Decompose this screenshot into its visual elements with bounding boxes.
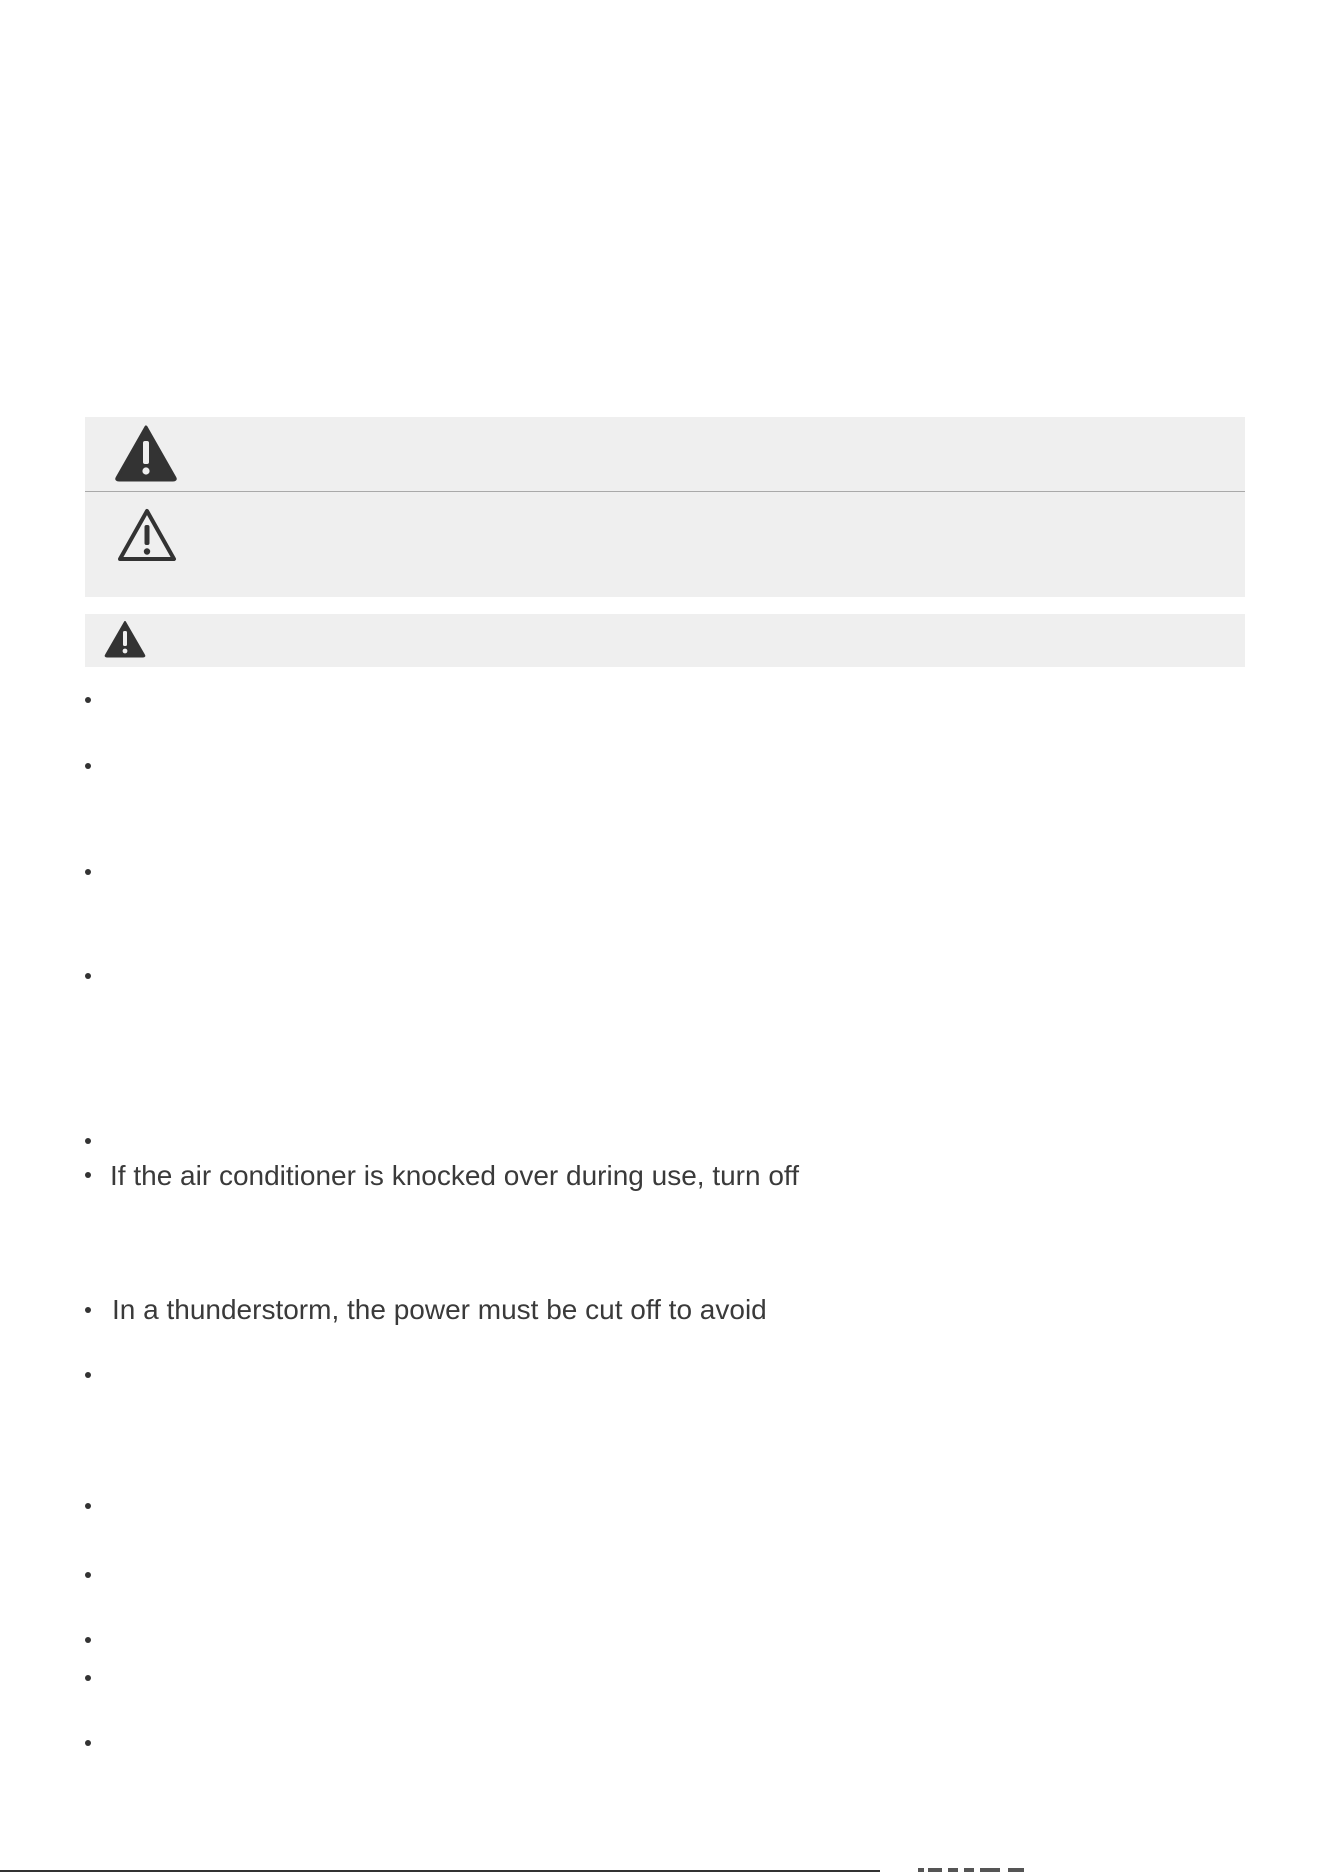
- list-item-text: If the air conditioner is knocked over during use, turn off: [110, 1160, 799, 1191]
- list-bullet: [85, 1675, 91, 1681]
- list-bullet: [85, 1172, 91, 1178]
- list-bullet: [85, 869, 91, 875]
- list-bullet: [85, 1572, 91, 1578]
- warning-header-bar: [85, 614, 1245, 667]
- panel-divider: [85, 491, 1245, 492]
- list-item-text: In a thunderstorm, the power must be cut off to avoid: [112, 1294, 767, 1325]
- list-bullet: [85, 1637, 91, 1643]
- warning-filled-icon: [104, 620, 146, 658]
- footer-cropped-text: [918, 1867, 1038, 1872]
- warning-filled-icon: [114, 424, 178, 482]
- list-bullet: [85, 1307, 91, 1313]
- list-bullet: [85, 1503, 91, 1509]
- list-bullet: [85, 697, 91, 703]
- list-bullet: [85, 973, 91, 979]
- warning-outline-icon: [116, 507, 178, 563]
- list-bullet: [85, 1740, 91, 1746]
- list-bullet: [85, 1138, 91, 1144]
- safety-notice-panel: [85, 417, 1245, 597]
- list-bullet: [85, 763, 91, 769]
- list-bullet: [85, 1372, 91, 1378]
